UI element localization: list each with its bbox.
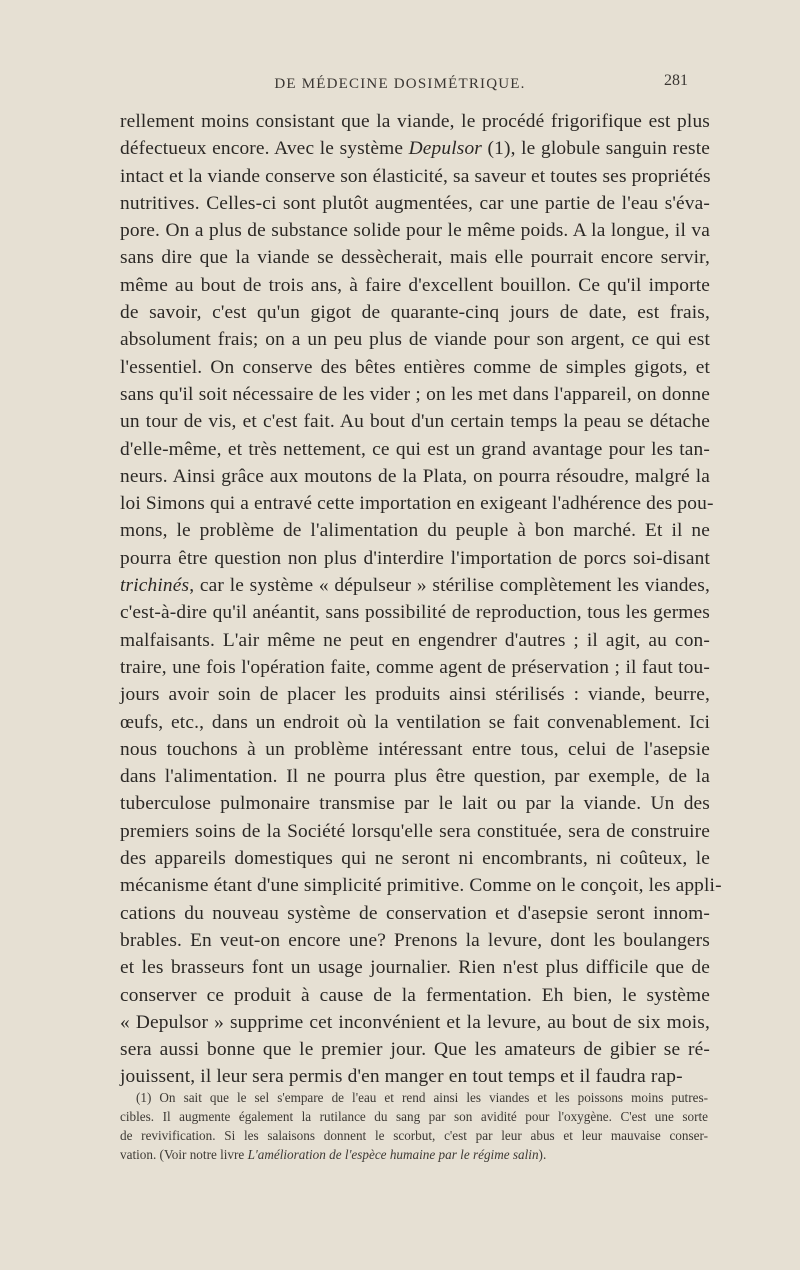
- body-line: œufs, etc., dans un endroit où la ventilation se fait convenablement. Ici: [120, 711, 710, 733]
- body-line: de savoir, c'est qu'un gigot de quarante-cinq jours de date, est frais,: [120, 302, 710, 324]
- body-line: absolument frais; on a un peu plus de viande pour son argent, ce qui est: [120, 329, 710, 351]
- body-line: pore. On a plus de substance solide pour le même poids. A la longue, il va: [120, 220, 710, 242]
- body-line: même au bout de trois ans, à faire d'excellent bouillon. Ce qu'il importe: [120, 274, 710, 296]
- footnote-line: de revivification. Si les salaisons donnent le scorbut, c'est par leur abus et leur mauvaise conser-: [120, 1128, 708, 1143]
- body-line: intact et la viande conserve son élasticité, sa saveur et toutes ses propriétés: [120, 165, 711, 187]
- body-line: tuberculose pulmonaire transmise par le lait ou par la viande. Un des: [120, 793, 710, 815]
- body-line: d'elle-même, et très nettement, ce qui est un grand avantage pour les tan-: [120, 438, 710, 460]
- body-line: un tour de vis, et c'est fait. Au bout d'un certain temps la peau se détache: [120, 411, 710, 433]
- body-line: traire, une fois l'opération faite, comme agent de préservation ; il faut tou-: [120, 656, 710, 678]
- body-line: loi Simons qui a entravé cette importation en exigeant l'adhérence des pou-: [120, 493, 714, 515]
- body-line: cations du nouveau système de conservation et d'asepsie seront innom-: [120, 902, 710, 924]
- page-number: 281: [664, 72, 688, 89]
- body-line: jouissent, il leur sera permis d'en manger en tout temps et il faudra rap-: [120, 1066, 683, 1088]
- body-line: mécanisme étant d'une simplicité primitive. Comme on le conçoit, les appli-: [120, 875, 722, 897]
- body-line: pourra être question non plus d'interdire l'importation de porcs soi-disant: [120, 547, 710, 569]
- body-line: dans l'alimentation. Il ne pourra plus être question, par exemple, de la: [120, 766, 710, 788]
- body-line: défectueux encore. Avec le système Depulsor (1), le globule sanguin reste: [120, 138, 710, 160]
- running-head: DE MÉDECINE DOSIMÉTRIQUE.: [274, 76, 526, 92]
- body-line: et les brasseurs font un usage journalier. Rien n'est plus difficile que de: [120, 957, 710, 979]
- body-line: nous touchons à un problème intéressant entre tous, celui de l'asepsie: [120, 738, 710, 760]
- footnote: [120, 1088, 708, 1164]
- body-line: l'essentiel. On conserve des bêtes entières comme de simples gigots, et: [120, 356, 710, 378]
- body-line: sera aussi bonne que le premier jour. Que les amateurs de gibier se ré-: [120, 1039, 710, 1061]
- body-line: « Depulsor » supprime cet inconvénient et la levure, au bout de six mois,: [120, 1011, 710, 1033]
- footnote-line: vation. (Voir notre livre L'amélioration de l'espèce humaine par le régime salin).: [120, 1147, 547, 1162]
- body-line: sans dire que la viande se dessècherait, mais elle pourrait encore servir,: [120, 247, 710, 269]
- page-header: [0, 72, 800, 96]
- footnote-line: (1) On sait que le sel s'empare de l'eau et rend ainsi les viandes et les poissons moins putres-: [136, 1090, 708, 1105]
- body-line: jours avoir soin de placer les produits ainsi stérilisés : viande, beurre,: [120, 684, 710, 706]
- body-line: rellement moins consistant que la viande, le procédé frigorifique est plus: [120, 111, 710, 132]
- footnote-line: cibles. Il augmente également la rutilance du sang par son avidité pour l'oxygène. C'est une sorte: [120, 1109, 708, 1124]
- body-line: conserver ce produit à cause de la fermentation. Eh bien, le système: [120, 984, 710, 1006]
- body-line: brables. En veut-on encore une? Prenons la levure, dont les boulangers: [120, 929, 710, 951]
- body-line: sans qu'il soit nécessaire de les vider ; on les met dans l'appareil, on donne: [120, 383, 710, 405]
- body-text: [120, 108, 722, 1091]
- body-line: malfaisants. L'air même ne peut en engendrer d'autres ; il agit, au con-: [120, 629, 710, 651]
- body-line: des appareils domestiques qui ne seront ni encombrants, ni coûteux, le: [120, 848, 710, 870]
- body-line: c'est-à-dire qu'il anéantit, sans possibilité de reproduction, tous les germes: [120, 602, 710, 624]
- body-line: nutritives. Celles-ci sont plutôt augmentées, car une partie de l'eau s'éva-: [120, 192, 710, 214]
- body-line: mons, le problème de l'alimentation du peuple à bon marché. Et il ne: [120, 520, 710, 542]
- body-line: trichinés, car le système « dépulseur » stérilise complètement les viandes,: [120, 575, 710, 597]
- body-line: premiers soins de la Société lorsqu'elle sera constituée, sera de construire: [120, 820, 710, 842]
- body-line: neurs. Ainsi grâce aux moutons de la Plata, on pourra résoudre, malgré la: [120, 465, 710, 487]
